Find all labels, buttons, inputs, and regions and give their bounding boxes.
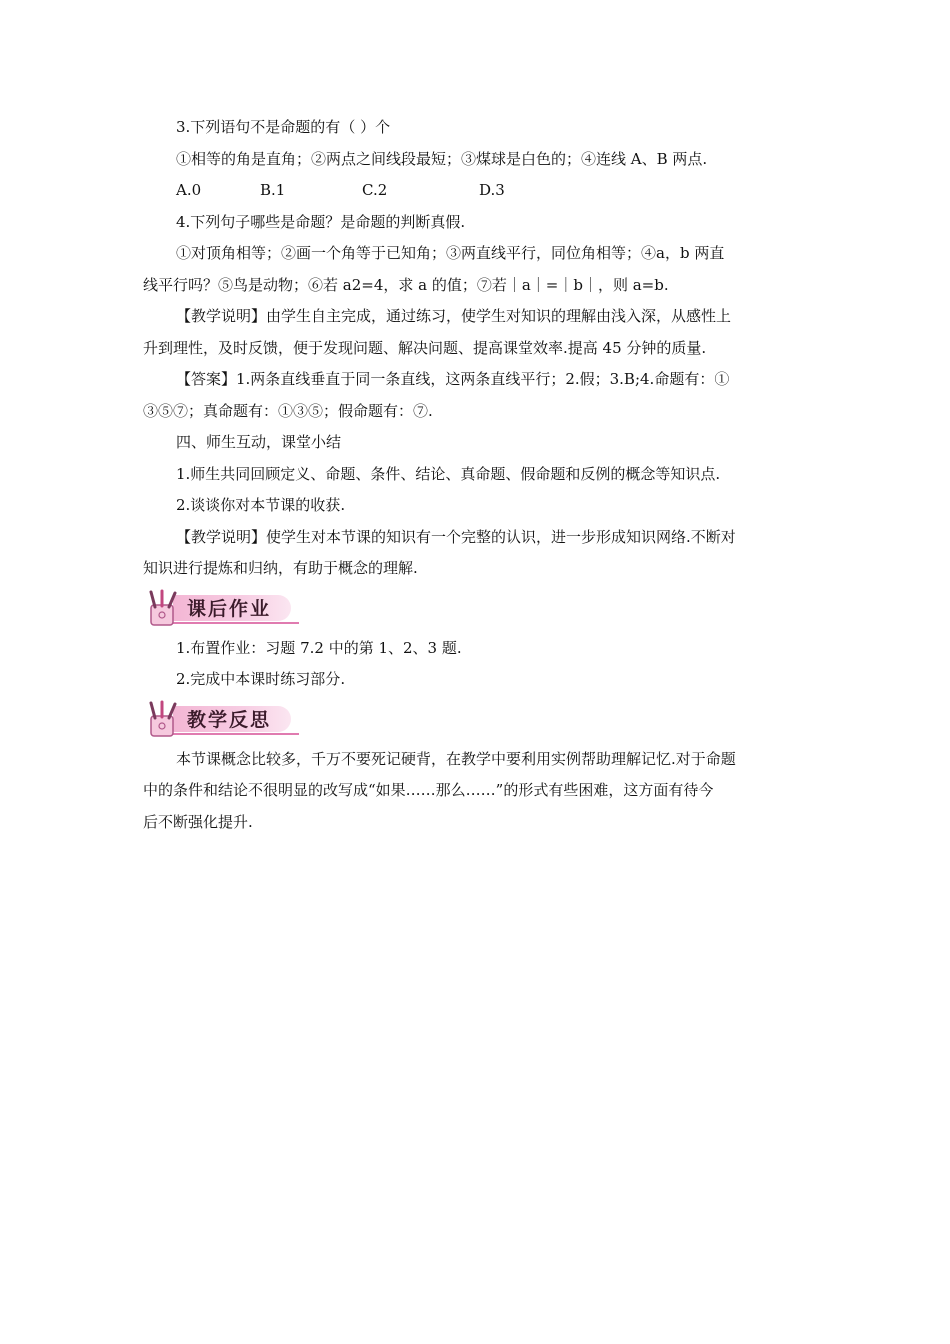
reflection-line3: 后不断强化提升. [143, 812, 253, 831]
section4-item1: 1.师生共同回顾定义、命题、条件、结论、真命题、假命题和反例的概念等知识点. [176, 464, 721, 483]
answer-line2: ③⑤⑦；真命题有：①③⑤；假命题有：⑦. [143, 401, 433, 420]
note2-line2: 知识进行提炼和归纳，有助于概念的理解. [143, 559, 418, 577]
homework-item1: 1.布置作业：习题 7.2 中的第 1、2、3 题. [176, 638, 462, 657]
choice-d: D.3 [479, 181, 505, 199]
q4-stem: 4.下列句子哪些是命题？是命题的判断真假. [176, 212, 466, 231]
reflection-banner-underline [173, 733, 299, 735]
q3-items: ①相等的角是直角；②两点之间线段最短；③煤球是白色的；④连线 A、B 两点. [176, 149, 708, 168]
reflection-banner [143, 700, 813, 740]
reflection-line1: 本节课概念比较多，千万不要死记硬背，在教学中要利用实例帮助理解记忆.对于命题 [176, 749, 736, 768]
note1-line1: 【教学说明】由学生自主完成，通过练习，使学生对知识的理解由浅入深，从感性上 [176, 307, 732, 325]
reflection-title: 教学反思 [187, 708, 272, 731]
note2-line1: 【教学说明】使学生对本节课的知识有一个完整的认识，进一步形成知识网络.不断对 [176, 527, 736, 546]
q4-items-line1: ①对顶角相等；②画一个角等于已知角；③两直线平行，同位角相等；④a，b 两直 [176, 244, 725, 262]
answer-line1: 【答案】1.两条直线垂直于同一条直线，这两条直线平行；2.假；3.B;4.命题有：① [176, 370, 730, 388]
reflection-line2: 中的条件和结论不很明显的改写成“如果……那么……”的形式有些困难，这方面有待今 [143, 781, 714, 799]
q4-items-line2: 线平行吗？⑤鸟是动物；⑥若 a2=4，求 a 的值；⑦若｜a｜=｜b｜，则 a=b. [143, 275, 669, 294]
section4-heading: 四、师生互动，课堂小结 [176, 433, 342, 451]
pencil-cup-icon [143, 589, 187, 629]
homework-banner [143, 589, 813, 629]
choice-c: C.2 [362, 181, 388, 199]
section4-item2: 2.谈谈你对本节课的收获. [176, 496, 346, 514]
homework-banner-underline [173, 622, 299, 624]
pencil-cup-icon [143, 700, 187, 740]
homework-title: 课后作业 [187, 597, 272, 620]
note1-line2: 升到理性，及时反馈，便于发现问题、解决问题、提高课堂效率.提高 45 分钟的质量. [143, 338, 707, 357]
q3-stem: 3.下列语句不是命题的有（ ）个 [176, 118, 391, 136]
q3-choices [143, 175, 813, 207]
choice-b: B.1 [260, 181, 286, 199]
choice-a: A.0 [176, 181, 202, 199]
document-body [143, 112, 813, 838]
homework-item2: 2.完成中本课时练习部分. [176, 670, 346, 688]
